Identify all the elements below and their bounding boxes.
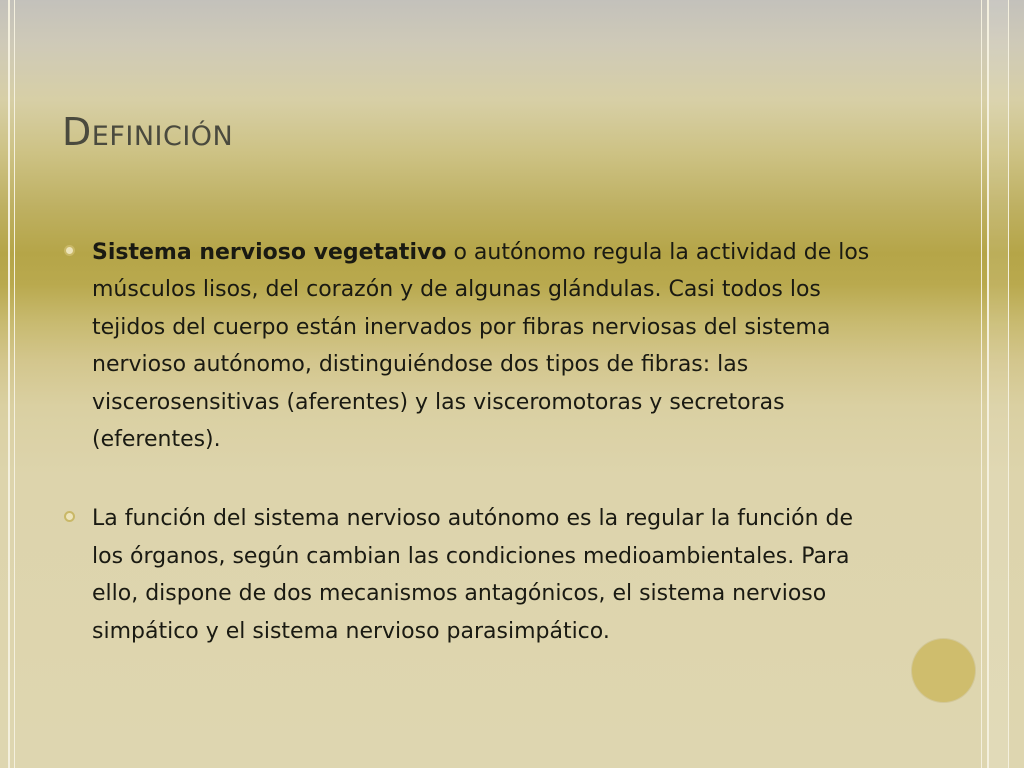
circle-bullet-icon: [64, 245, 75, 256]
slide-title: Definición: [62, 110, 234, 154]
bullet-body-text: La función del sistema nervioso autónomo es la regular la función de los órganos, según cambian las condiciones medioambientales. Para ello, dispone de dos mecanismos antagónicos, el sistema nervioso simpático y el sistema nervioso parasimpático.: [92, 506, 854, 644]
frame-strip-right: [989, 0, 1008, 768]
circle-bullet-icon: [64, 511, 75, 522]
frame-line-right-outer: [1008, 0, 1009, 768]
slide-content: [62, 234, 882, 692]
gold-circle-decoration: [912, 639, 975, 702]
frame-line-left-inner: [14, 0, 15, 768]
bullet-item-1: [62, 234, 882, 458]
frame-line-right-middle: [987, 0, 989, 768]
frame-line-left-outer: [8, 0, 10, 768]
bullet-body-text: o autónomo regula la actividad de los músculos lisos, del corazón y de algunas glándulas. Casi todos los tejidos del cuerpo están inervados por fibras nerviosas del sistema nervioso autónomo, distinguiéndose dos tipos de fibras: las viscerosensitivas (aferentes) y las visceromotoras y secretoras (eferentes).: [92, 240, 870, 453]
frame-line-right-inner: [981, 0, 982, 768]
bullet-lead-text: Sistema nervioso vegetativo: [92, 240, 447, 265]
bullet-item-2: [62, 500, 882, 650]
